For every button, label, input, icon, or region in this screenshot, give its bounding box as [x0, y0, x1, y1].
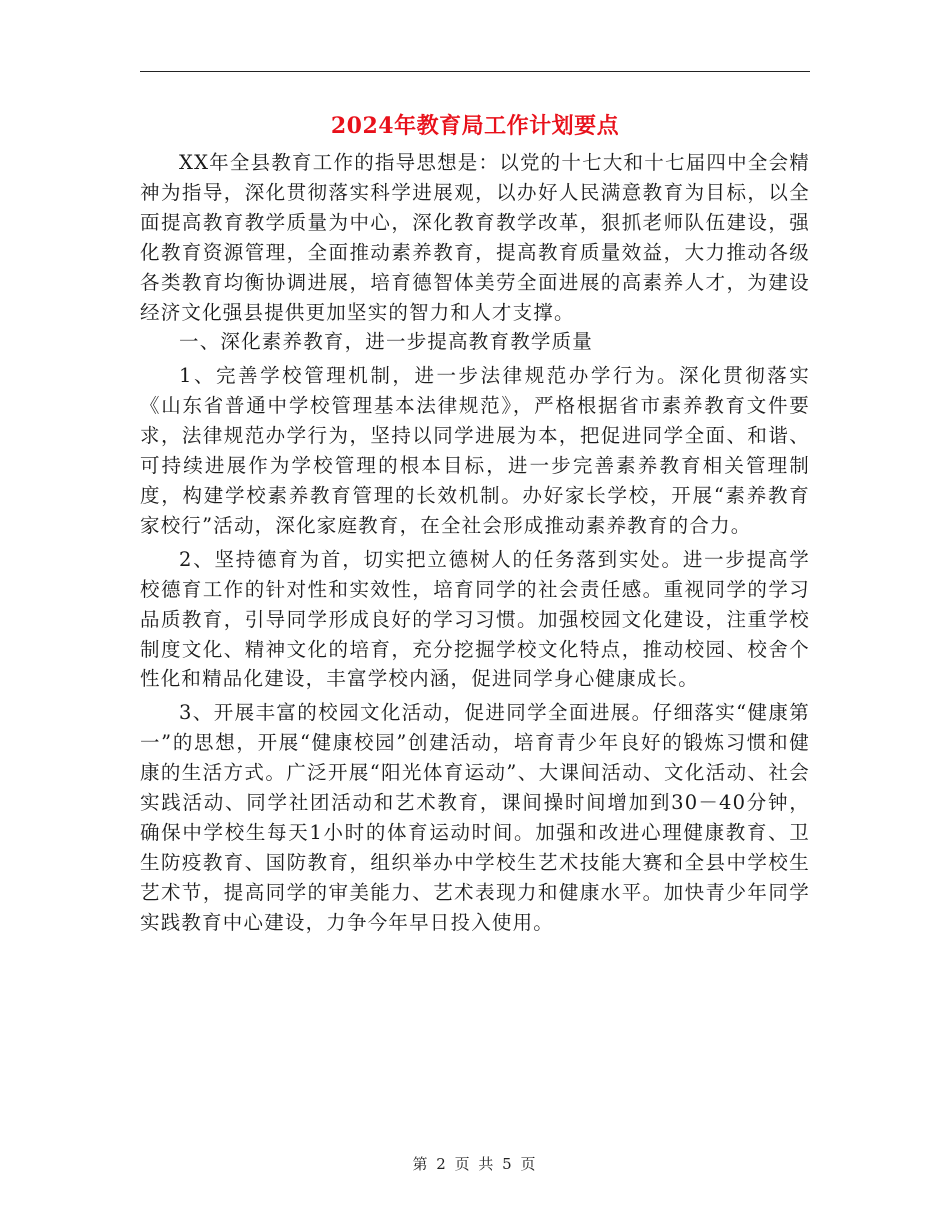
header-rule	[140, 71, 810, 72]
item-paragraph-1: 1、完善学校管理机制，进一步法律规范办学行为。深化贯彻落实《山东省普通中学校管理基本法律规范》，严格根据省市素养教育文件要求，法律规范办学行为，坚持以同学进展为本，把促进同学全面、和谐、可持续进展作为学校管理的根本目标，进一步完善素养教育相关管理制度，构建学校素养教育管理的长效机制。办好家长学校，开展“素养教育家校行”活动，深化家庭教育，在全社会形成推动素养教育的合力。	[140, 364, 810, 537]
item-paragraph-3: 3、开展丰富的校园文化活动，促进同学全面进展。仔细落实“健康第一”的思想，开展“健康校园”创建活动，培育青少年良好的锻炼习惯和健康的生活方式。广泛开展“阳光体育运动”、大课间活动、文化活动、社会实践活动、同学社团活动和艺术教育，课间操时间增加到30－40分钟，确保中学校生每天1小时的体育运动时间。加强和改进心理健康教育、卫生防疫教育、国防教育，组织举办中学校生艺术技能大赛和全县中学校生艺术节，提高同学的审美能力、艺术表现力和健康水平。加快青少年同学实践教育中心建设，力争今年早日投入使用。	[140, 701, 810, 934]
intro-paragraph: XX年全县教育工作的指导思想是：以党的十七大和十七届四中全会精神为指导，深化贯彻落实科学进展观，以办好人民满意教育为目标，以全面提高教育教学质量为中心，深化教育教学改革，狠抓老师队伍建设，强化教育资源管理，全面推动素养教育，提高教育质量效益，大力推动各级各类教育均衡协调进展，培育德智体美劳全面进展的高素养人才，为建设经济文化强县提供更加坚实的智力和人才支撑。	[140, 151, 810, 324]
document-title: 2024年教育局工作计划要点	[330, 113, 620, 139]
document-body	[140, 148, 810, 938]
section-heading: 一、深化素养教育，进一步提高教育教学质量	[179, 330, 594, 354]
page-number: 第 2 页 共 5 页	[412, 1155, 538, 1173]
item-paragraph-2: 2、坚持德育为首，切实把立德树人的任务落到实处。进一步提高学校德育工作的针对性和实效性，培育同学的社会责任感。重视同学的学习品质教育，引导同学形成良好的学习习惯。加强校园文化建设，注重学校制度文化、精神文化的培育，充分挖掘学校文化特点，推动校园、校舍个性化和精品化建设，丰富学校内涵，促进同学身心健康成长。	[140, 547, 810, 691]
